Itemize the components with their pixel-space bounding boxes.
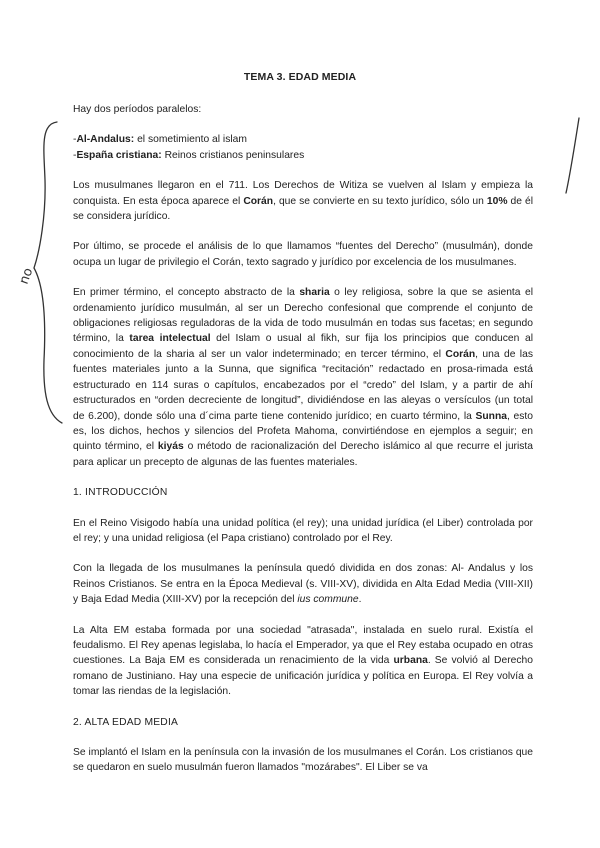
section-heading-introduccion: 1. INTRODUCCIÓN xyxy=(73,487,168,499)
periods-list: -Al-Andalus: el sometimiento al islam -España cristiana: Reinos cristianos peninsulares xyxy=(73,134,305,161)
paragraph-sharia: En primer término, el concepto abstracto de la sharia o ley religiosa, sobre la que se asienta el ordenamiento jurídico musulmán, al ser un Derecho confesional que comprende el conjunto de obligaciones religiosas reguladoras de la vida de todo musulmán en todas sus facetas; en segundo término, la tarea intelectual del Islam o usual al fikh, sur fija los principios que conducen al conocimiento de la sharia al ser un valor indeterminado; en tercer término, el Corán, una de las fuentes materiales junto a la Sunna, que significa “recitación” redactado en prosa-rimada está estructurado en 114 suras o capítulos, encabezados por el “credo” del Islam, y a partir de ahí estructurados en “orden decreciente de longitud”, dividiéndose en las aleyas o versículos (un total de 6.200), donde sólo una d´cima parte tiene contenido jurídico; en cuarto término, la Sunna, esto es, los dichos, hechos y silencios del Profeta Mahoma, convirtiéndose en ejemplos a seguir; en quinto término, el kiyás o método de racionalización del Derecho islámico al que recurre el jurista para aplicar un precepto de algunas de las fuentes materiales. xyxy=(73,287,534,468)
document-body xyxy=(73,102,533,791)
period-text: Reinos cristianos peninsulares xyxy=(161,149,305,161)
paragraph-alta-em: La Alta EM estaba formada por una sociedad "atrasada", instalada en suelo rural. Existía el feudalismo. El Rey apenas legislaba, lo hacía el Emperador, ya que el Rey estaba ocupado en otras cuestiones. La Baja EM es considerada un renacimiento de la vida urbana. Se volvió al Derecho romano de Justiniano. Hay una especie de unificación jurídica y política en Europa. El Rey volvía a tomar las riendas de la legislación. xyxy=(73,624,533,698)
period-label: España cristiana: xyxy=(76,149,162,161)
paragraph-arrival: Los musulmanes llegaron en el 711. Los Derechos de Witiza se vuelven al Islam y empieza la conquista. En esta época aparece el Corán, que se convierte en su texto jurídico, sólo un 10% de él se considera jurídico. xyxy=(73,180,533,223)
margin-line xyxy=(566,118,579,193)
section-heading-alta-edad-media: 2. ALTA EDAD MEDIA xyxy=(73,716,179,728)
paragraph-islam: Se implantó el Islam en la península con la invasión de los musulmanes el Corán. Los cristianos que se quedaron en suelo musulmán fueron llamados "mozárabes". El Liber se va xyxy=(73,747,533,774)
period-label: Al-Andalus: xyxy=(76,134,135,146)
margin-brace xyxy=(34,122,62,423)
page-title: TEMA 3. EDAD MEDIA xyxy=(243,71,357,83)
paragraph-visigodo: En el Reino Visigodo había una unidad política (el rey); una unidad jurídica (el Liber) controlada por el rey; y una unidad religiosa (el Papa cristiano) controlado por el Rey. xyxy=(73,517,533,544)
paragraph-llegada: Con la llegada de los musulmanes la península quedó dividida en dos zonas: Al- Andalus y los Reinos Cristianos. Se entra en la Época Medieval (s. VIII-XV), dividida en Alta Edad Media (VIII-XII) y Baja Edad Media (XIII-XV) por la recepción del ius commune. xyxy=(73,563,533,606)
margin-note: no xyxy=(16,266,37,287)
intro-paragraph: Hay dos períodos paralelos: xyxy=(73,104,202,115)
paragraph-sources: Por último, se procede el análisis de lo que llamamos “fuentes del Derecho” (musulmán), donde ocupa un lugar de privilegio el Corán, texto sagrado y jurídico por excelencia de los musulmanes. xyxy=(73,241,533,268)
period-text: el sometimiento al islam xyxy=(134,134,247,146)
